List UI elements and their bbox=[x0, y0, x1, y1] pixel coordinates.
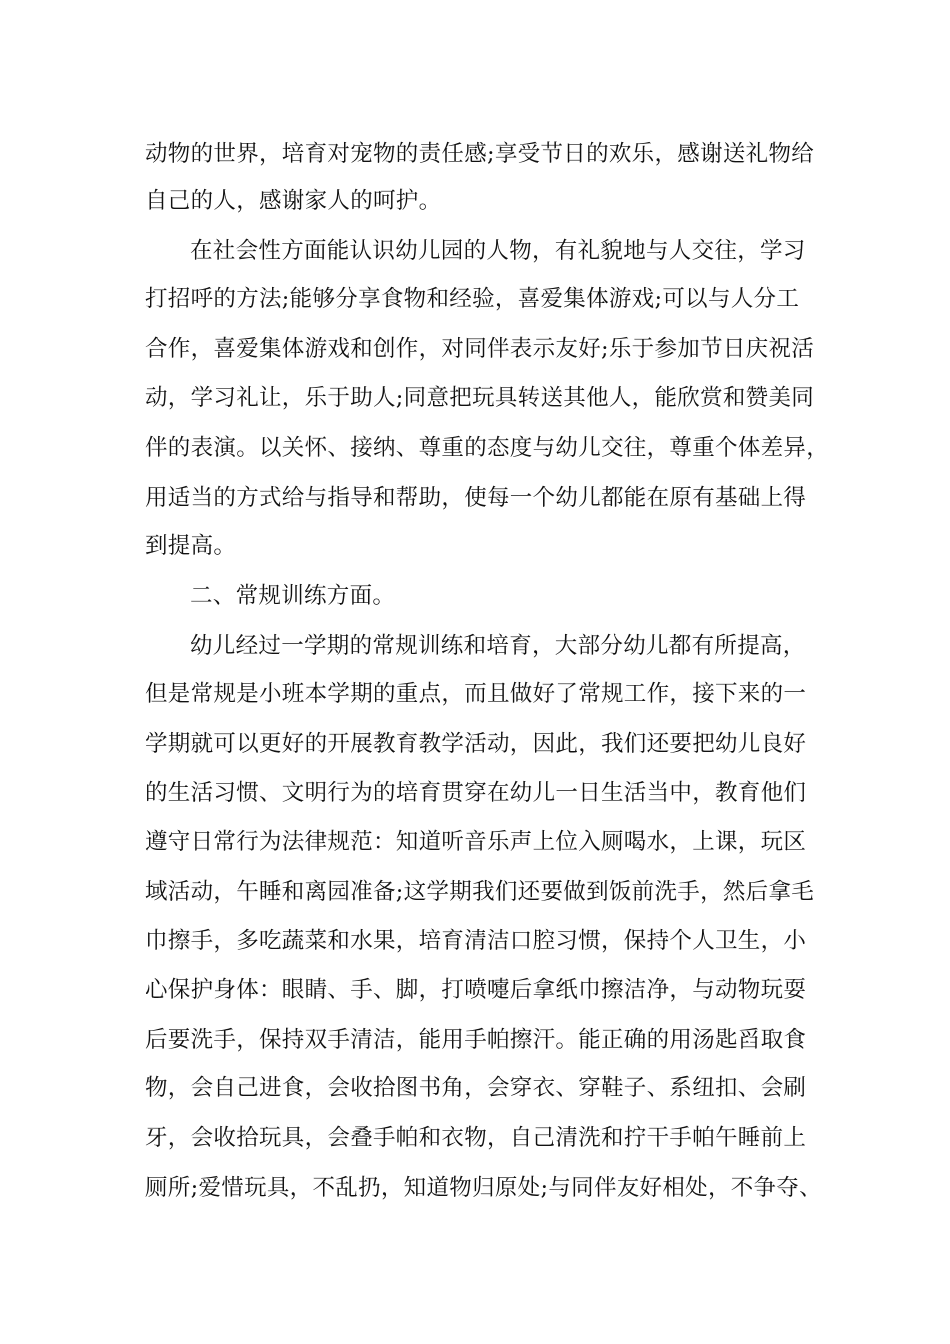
text-line: 自己的人，感谢家人的呵护。 bbox=[145, 188, 442, 214]
text-line: 牙，会收拾玩具，会叠手帕和衣物，自己清洗和拧干手帕午睡前上 bbox=[145, 1125, 807, 1151]
text-line: 巾擦手，多吃蔬菜和水果，培育清洁口腔习惯，保持个人卫生，小 bbox=[145, 928, 807, 954]
text-line: 物，会自己进食，会收拾图书角，会穿衣、穿鞋子、系纽扣、会刷 bbox=[145, 1075, 807, 1101]
text-line: 心保护身体：眼睛、手、脚，打喷嚏后拿纸巾擦洁净，与动物玩耍 bbox=[145, 977, 807, 1003]
text-line: 动物的世界，培育对宠物的责任感;享受节日的欢乐，感谢送礼物给 bbox=[145, 141, 815, 167]
text-line: 厕所;爱惜玩具，不乱扔，知道物归原处;与同伴友好相处，不争夺、 bbox=[145, 1175, 822, 1201]
text-line: 合作，喜爱集体游戏和创作，对同伴表示友好;乐于参加节日庆祝活 bbox=[145, 336, 815, 362]
text-line: 伴的表演。以关怀、接纳、尊重的态度与幼儿交往，尊重个体差异， bbox=[145, 435, 830, 461]
text-line: 用适当的方式给与指导和帮助，使每一个幼儿都能在原有基础上得 bbox=[145, 485, 807, 511]
section-heading: 二、常规训练方面。 bbox=[190, 583, 396, 609]
text-line: 但是常规是小班本学期的重点，而且做好了常规工作，接下来的一 bbox=[145, 681, 807, 707]
text-line: 动，学习礼让，乐于助人;同意把玩具转送其他人，能欣赏和赞美同 bbox=[145, 385, 815, 411]
text-line: 遵守日常行为法律规范：知道听音乐声上位入厕喝水，上课，玩区 bbox=[145, 829, 807, 855]
text-line: 幼儿经过一学期的常规训练和培育，大部分幼儿都有所提高， bbox=[190, 633, 806, 659]
text-line: 打招呼的方法;能够分享食物和经验，喜爱集体游戏;可以与人分工 bbox=[145, 286, 800, 312]
text-line: 到提高。 bbox=[145, 533, 237, 559]
text-line: 的生活习惯、文明行为的培育贯穿在幼儿一日生活当中，教育他们 bbox=[145, 780, 807, 806]
text-line: 后要洗手，保持双手清洁，能用手帕擦汗。能正确的用汤匙舀取食 bbox=[145, 1027, 807, 1053]
text-line: 域活动，午睡和离园准备;这学期我们还要做到饭前洗手，然后拿毛 bbox=[145, 879, 815, 905]
text-line: 学期就可以更好的开展教育教学活动，因此，我们还要把幼儿良好 bbox=[145, 731, 807, 757]
text-line: 在社会性方面能认识幼儿园的人物，有礼貌地与人交往，学习 bbox=[190, 238, 806, 264]
